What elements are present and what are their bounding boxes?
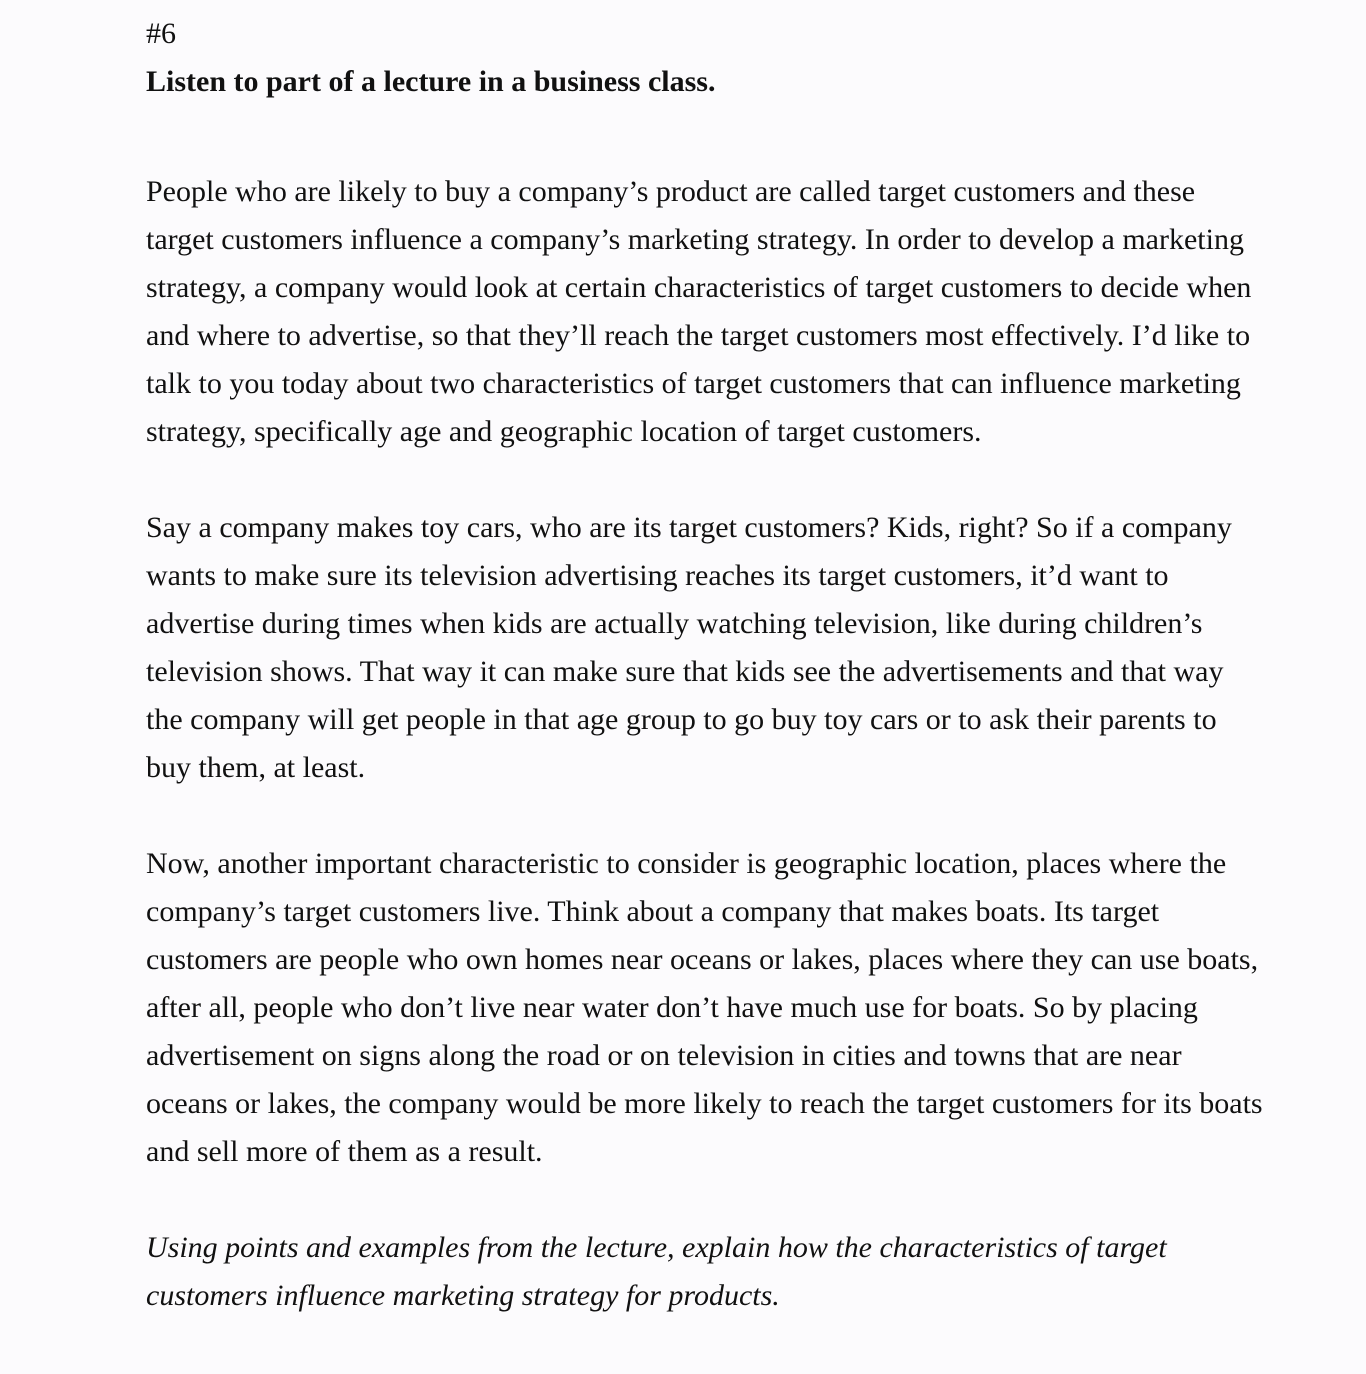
lecture-heading: Listen to part of a lecture in a business class. xyxy=(146,65,716,98)
question-prompt: Using points and examples from the lecture, explain how the characteristics of target customers influence marketing strategy for products. xyxy=(146,1231,1167,1312)
question-number: #6 xyxy=(146,17,176,50)
lecture-paragraph-3: Now, another important characteristic to consider is geographic location, places where the company’s target customers live. Think about a company that makes boats. Its target customers are people who own homes near oceans or lakes, places where they can use boats, after all, people who don’t live near water don’t have much use for boats. So by placing advertisement on signs along the road or on television in cities and towns that are near oceans or lakes, the company would be more likely to reach the target customers for its boats and sell more of them as a result. xyxy=(146,847,1263,1168)
lecture-paragraph-1: People who are likely to buy a company’s product are called target customers and these target customers influence a company’s marketing strategy. In order to develop a marketing strategy, a company would look at certain characteristics of target customers to decide when and where to advertise, so that they’ll reach the target customers most effectively. I’d like to talk to you today about two characteristics of target customers that can influence marketing strategy, specifically age and geographic location of target customers. xyxy=(146,175,1252,448)
lecture-paragraph-2: Say a company makes toy cars, who are its target customers? Kids, right? So if a company wants to make sure its television advertising reaches its target customers, it’d want to advertise during times when kids are actually watching television, like during children’s television shows. That way it can make sure that kids see the advertisements and that way the company will get people in that age group to go buy toy cars or to ask their parents to buy them, at least. xyxy=(146,511,1232,784)
